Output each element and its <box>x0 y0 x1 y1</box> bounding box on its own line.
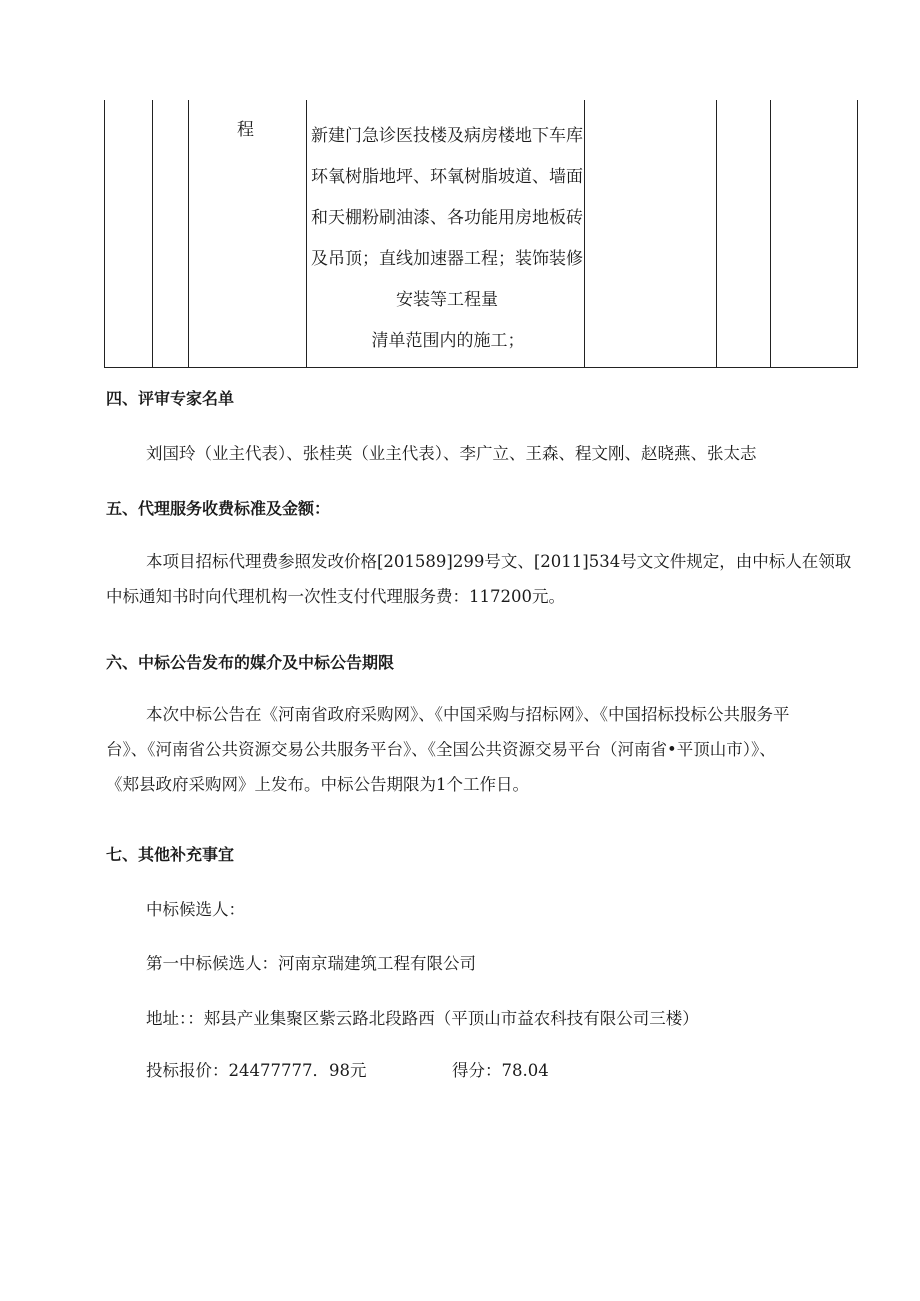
table-border <box>104 367 858 368</box>
bid-price: 投标报价：24477777．98元 <box>146 1061 367 1080</box>
table-border <box>716 100 717 368</box>
fee-line: 中标通知书时向代理机构一次性支付代理服务费：117200元。 <box>106 587 565 606</box>
bid-table <box>104 100 858 368</box>
expert-list: 刘国玲（业主代表）、张桂英（业主代表）、李广立、王森、程文刚、赵晓燕、张太志 <box>146 444 757 463</box>
section-heading-fees: 五、代理服务收费标准及金额： <box>106 499 331 518</box>
media-line: 本次中标公告在《河南省政府采购网》、《中国采购与招标网》、《中国招标投标公共服务平 <box>146 705 790 724</box>
media-line: 《郏县政府采购网》上发布。中标公告期限为1个工作日。 <box>106 775 529 794</box>
first-candidate: 第一中标候选人：河南京瑞建筑工程有限公司 <box>146 954 476 973</box>
fee-paragraph <box>106 544 856 614</box>
scope-line: 新建门急诊医技楼及病房楼地下车库 <box>311 126 583 146</box>
table-border <box>770 100 771 368</box>
table-border <box>104 100 105 368</box>
candidate-label: 中标候选人： <box>146 900 245 919</box>
scope-line: 清单范围内的施工； <box>371 331 525 351</box>
table-border <box>306 100 307 368</box>
fee-line: 本项目招标代理费参照发改价格[201589]299号文、[2011]534号文文件规定，由中标人在领取 <box>146 552 852 571</box>
table-border <box>188 100 189 368</box>
scope-line: 环氧树脂地坪、环氧树脂坡道、墙面 <box>311 167 583 187</box>
media-paragraph <box>106 697 856 802</box>
score: 得分：78.04 <box>452 1061 549 1080</box>
table-border <box>857 100 858 368</box>
table-border <box>584 100 585 368</box>
candidate-address: 地址：：郏县产业集聚区紫云路北段路西（平顶山市益农科技有限公司三楼） <box>146 1009 699 1028</box>
table-cell-project: 程 <box>237 120 254 140</box>
table-cell-scope <box>310 116 584 362</box>
scope-line: 和天棚粉刷油漆、各功能用房地板砖 <box>311 208 583 228</box>
section-heading-other: 七、其他补充事宜 <box>106 845 235 864</box>
section-heading-experts: 四、评审专家名单 <box>106 389 235 408</box>
media-line: 台》、《河南省公共资源交易公共服务平台》、《全国公共资源交易平台（河南省•平顶山市）》、 <box>106 740 776 759</box>
table-border <box>152 100 153 368</box>
scope-line: 安装等工程量 <box>396 290 498 310</box>
scope-line: 及吊顶；直线加速器工程；装饰装修 <box>311 249 583 269</box>
section-heading-media: 六、中标公告发布的媒介及中标公告期限 <box>106 653 395 672</box>
